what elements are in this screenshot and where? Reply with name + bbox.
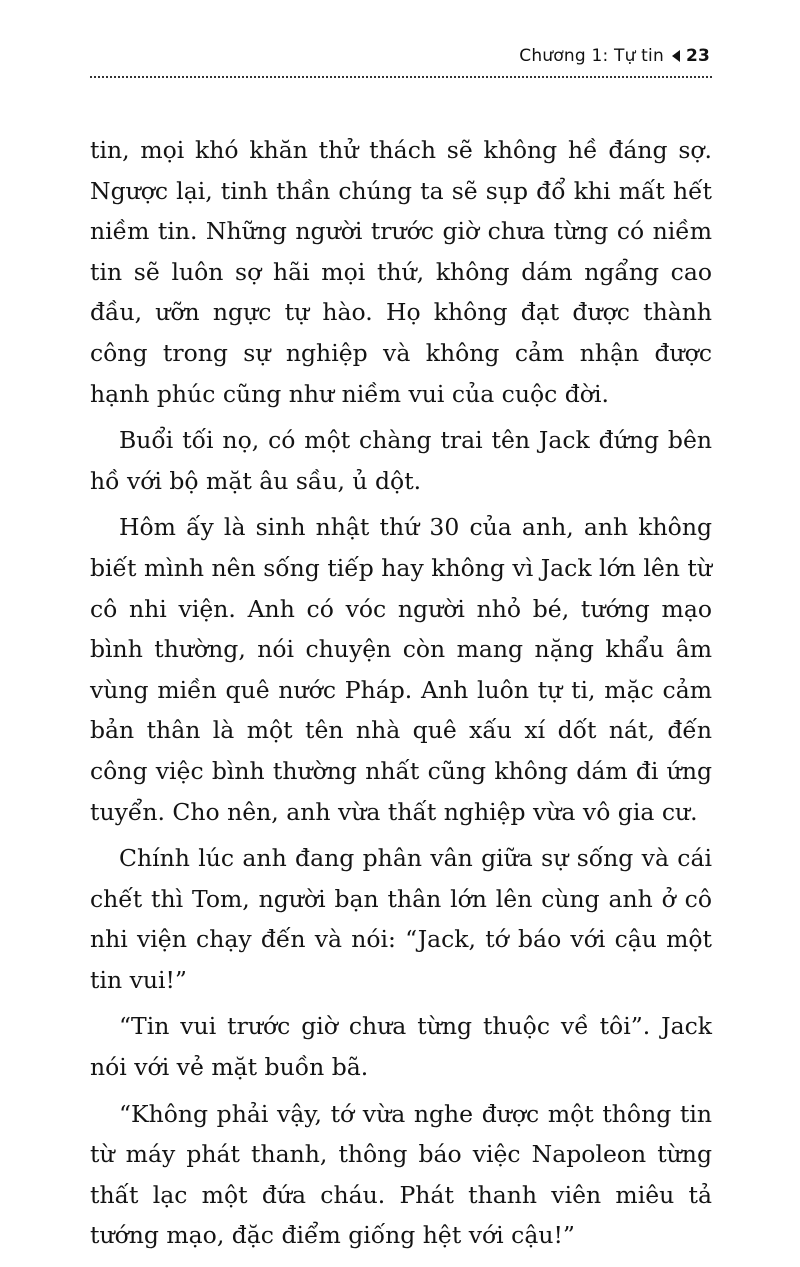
running-header	[519, 46, 710, 66]
arrow-left-icon	[672, 50, 680, 62]
paragraph-1: tin, mọi khó khăn thử thách sẽ không hề đáng sợ. Ngược lại, tinh thần chúng ta sẽ sụp đổ khi mất hết niềm tin. Những người trước giờ chưa từng có niềm tin sẽ luôn sợ hãi mọi thứ, không dám ngẩng cao đầu, ưỡn ngực tự hào. Họ không đạt được thành công trong sự nghiệp và không cảm nhận được hạnh phúc cũng như niềm vui của cuộc đời.	[90, 136, 712, 408]
paragraph-5: “Tin vui trước giờ chưa từng thuộc về tôi”. Jack nói với vẻ mặt buồn bã.	[90, 1012, 712, 1082]
header-divider	[90, 76, 712, 78]
paragraph-6: “Không phải vậy, tớ vừa nghe được một thông tin từ máy phát thanh, thông báo việc Napoleon từng thất lạc một đứa cháu. Phát thanh viên miêu tả tướng mạo, đặc điểm giống hệt với cậu!”	[90, 1099, 712, 1250]
paragraph-3: Hôm ấy là sinh nhật thứ 30 của anh, anh không biết mình nên sống tiếp hay không vì Jack lớn lên từ cô nhi viện. Anh có vóc người nhỏ bé, tướng mạo bình thường, nói chuyện còn mang nặng khẩu âm vùng miền quê nước Pháp. Anh luôn tự ti, mặc cảm bản thân là một tên nhà quê xấu xí dốt nát, đến công việc bình thường nhất cũng không dám đi ứng tuyển. Cho nên, anh vừa thất nghiệp vừa vô gia cư.	[90, 513, 712, 826]
chapter-title: Chương 1: Tự tin	[519, 46, 664, 66]
body-text	[90, 130, 712, 1262]
page-number: 23	[685, 46, 710, 66]
paragraph-2: Buổi tối nọ, có một chàng trai tên Jack đứng bên hồ với bộ mặt âu sầu, ủ dột.	[90, 426, 712, 495]
paragraph-4: Chính lúc anh đang phân vân giữa sự sống và cái chết thì Tom, người bạn thân lớn lên cùng anh ở cô nhi viện chạy đến và nói: “Jack, tớ báo với cậu một tin vui!”	[90, 844, 712, 994]
